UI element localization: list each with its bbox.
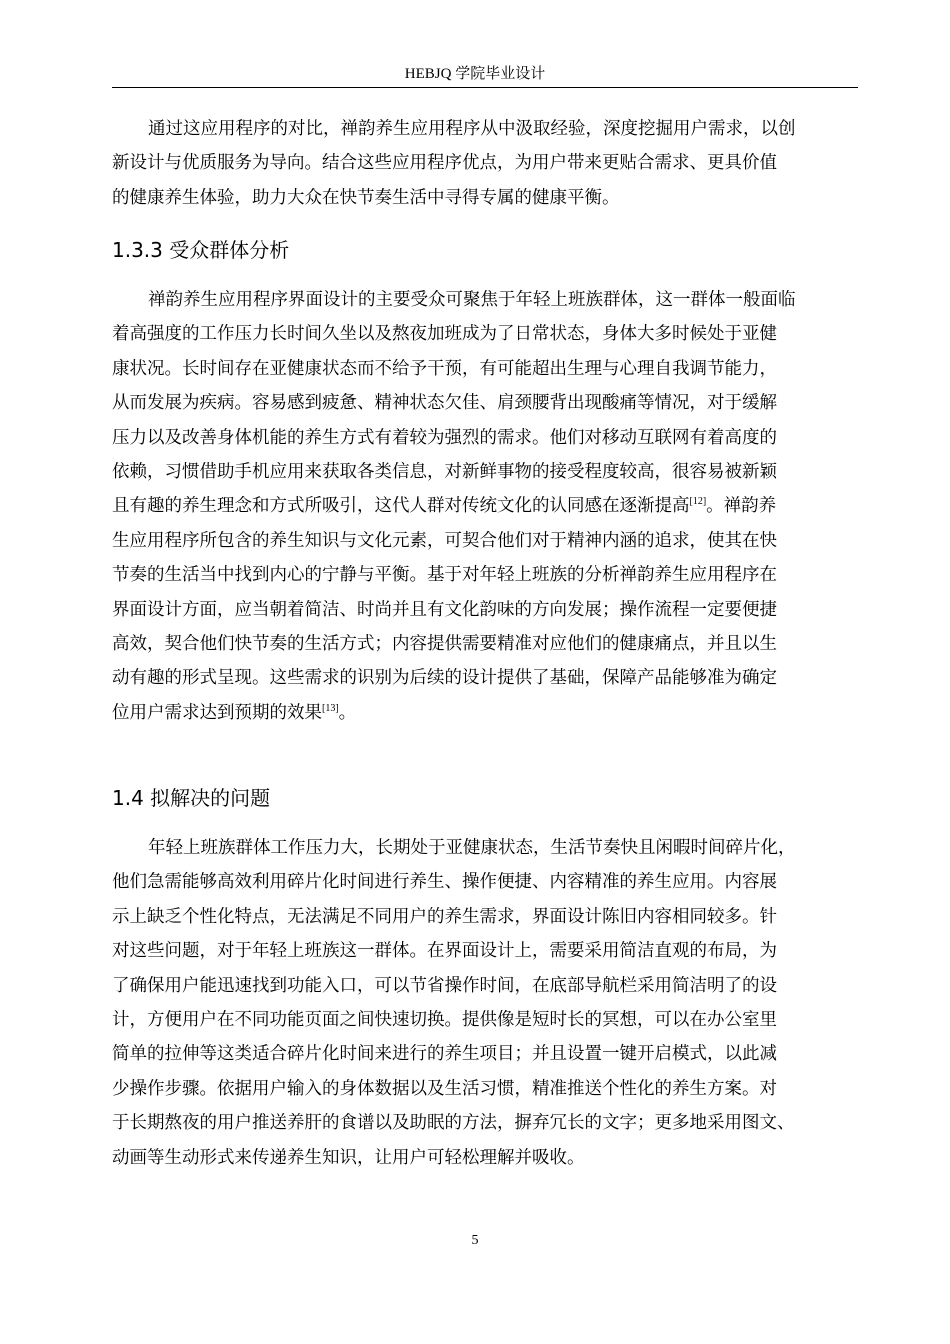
paragraph-line: 新设计与优质服务为导向。结合这些应用程序优点，为用户带来更贴合需求、更具价值 (112, 153, 777, 174)
paragraph-line: 少操作步骤。依据用户输入的身体数据以及生活习惯，精准推送个性化的养生方案。对 (112, 1078, 777, 1099)
paragraph-line: 界面设计方面，应当朝着简洁、时尚并且有文化韵味的方向发展；操作流程一定要便捷 (112, 599, 777, 620)
paragraph-line: 着高强度的工作压力长时间久坐以及熬夜加班成为了日常状态，身体大多时候处于亚健 (112, 324, 777, 345)
paragraph-line: 对这些问题，对于年轻上班族这一群体。在界面设计上，需要采用简洁直观的布局，为 (112, 941, 777, 962)
line-text: 。禅韵养 (706, 496, 777, 517)
paragraph-line: 于长期熬夜的用户推送养肝的食谱以及助眠的方法，摒弃冗长的文字；更多地采用图文、 (112, 1113, 795, 1134)
paragraph-line: 计，方便用户在不同功能页面之间快速切换。提供像是短时长的冥想，可以在办公室里 (112, 1010, 777, 1031)
page-number: 5 (471, 1233, 479, 1248)
paragraph-line: 通过这应用程序的对比，禅韵养生应用程序从中汲取经验，深度挖掘用户需求，以创 (148, 119, 796, 139)
paragraph-line: 动有趣的形式呈现。这些需求的识别为后续的设计提供了基础，保障产品能够准为确定 (112, 668, 777, 689)
paragraph-line: 生应用程序所包含的养生知识与文化元素，可契合他们对于精神内涵的追求，使其在快 (112, 530, 777, 551)
header-divider (112, 87, 858, 88)
line-text: 位用户需求达到预期的效果 (112, 702, 322, 723)
paragraph-line: 依赖，习惯借助手机应用来获取各类信息，对新鲜事物的接受程度较高，很容易被新颖 (112, 462, 777, 483)
paragraph-line: 示上缺乏个性化特点，无法满足不同用户的养生需求，界面设计陈旧内容相同较多。针 (112, 906, 777, 927)
paragraph-line: 年轻上班族群体工作压力大，长期处于亚健康状态，生活节奏快且闲暇时间碎片化， (148, 838, 796, 858)
citation-12: [12] (689, 496, 707, 508)
page-header: HEBJQ 学院毕业设计 (404, 66, 546, 82)
paragraph-intro (112, 112, 862, 215)
paragraph-line: 禅韵养生应用程序界面设计的主要受众可聚焦于年轻上班族群体，这一群体一般面临 (148, 290, 796, 310)
paragraph-line: 高效，契合他们快节奏的生活方式；内容提供需要精准对应他们的健康痛点，并且以生 (112, 634, 777, 655)
paragraph-line: 动画等生动形式来传递养生知识，让用户可轻松理解并吸收。 (112, 1147, 585, 1168)
paragraph-line: 了确保用户能迅速找到功能入口，可以节省操作时间，在底部导航栏采用简洁明了的设 (112, 975, 777, 996)
paragraph-line: 从而发展为疾病。容易感到疲惫、精神状态欠佳、肩颈腰背出现酸痛等情况，对于缓解 (112, 393, 777, 414)
paragraph-line: 压力以及改善身体机能的养生方式有着较为强烈的需求。他们对移动互联网有着高度的 (112, 427, 777, 448)
paragraph-line (112, 696, 862, 730)
paragraph-line (112, 489, 862, 523)
citation-13: [13] (322, 703, 339, 715)
line-text: 且有趣的养生理念和方式所吸引，这代人群对传统文化的认同感在逐渐提高 (112, 496, 690, 517)
paragraph-audience-analysis (112, 283, 862, 730)
section-heading-1-3-3: 1.3.3 受众群体分析 (112, 238, 290, 262)
paragraph-problems (112, 831, 862, 1175)
paragraph-line: 他们急需能够高效利用碎片化时间进行养生、操作便捷、内容精准的养生应用。内容展 (112, 872, 777, 893)
paragraph-line: 康状况。长时间存在亚健康状态而不给予干预，有可能超出生理与心理自我调节能力， (112, 358, 777, 379)
paragraph-line: 的健康养生体验，助力大众在快节奏生活中寻得专属的健康平衡。 (112, 187, 620, 208)
paragraph-line: 节奏的生活当中找到内心的宁静与平衡。基于对年轻上班族的分析禅韵养生应用程序在 (112, 565, 777, 586)
line-text: 。 (338, 702, 357, 723)
paragraph-line: 简单的拉伸等这类适合碎片化时间来进行的养生项目；并且设置一键开启模式，以此减 (112, 1044, 777, 1065)
section-heading-1-4: 1.4 拟解决的问题 (112, 786, 271, 810)
